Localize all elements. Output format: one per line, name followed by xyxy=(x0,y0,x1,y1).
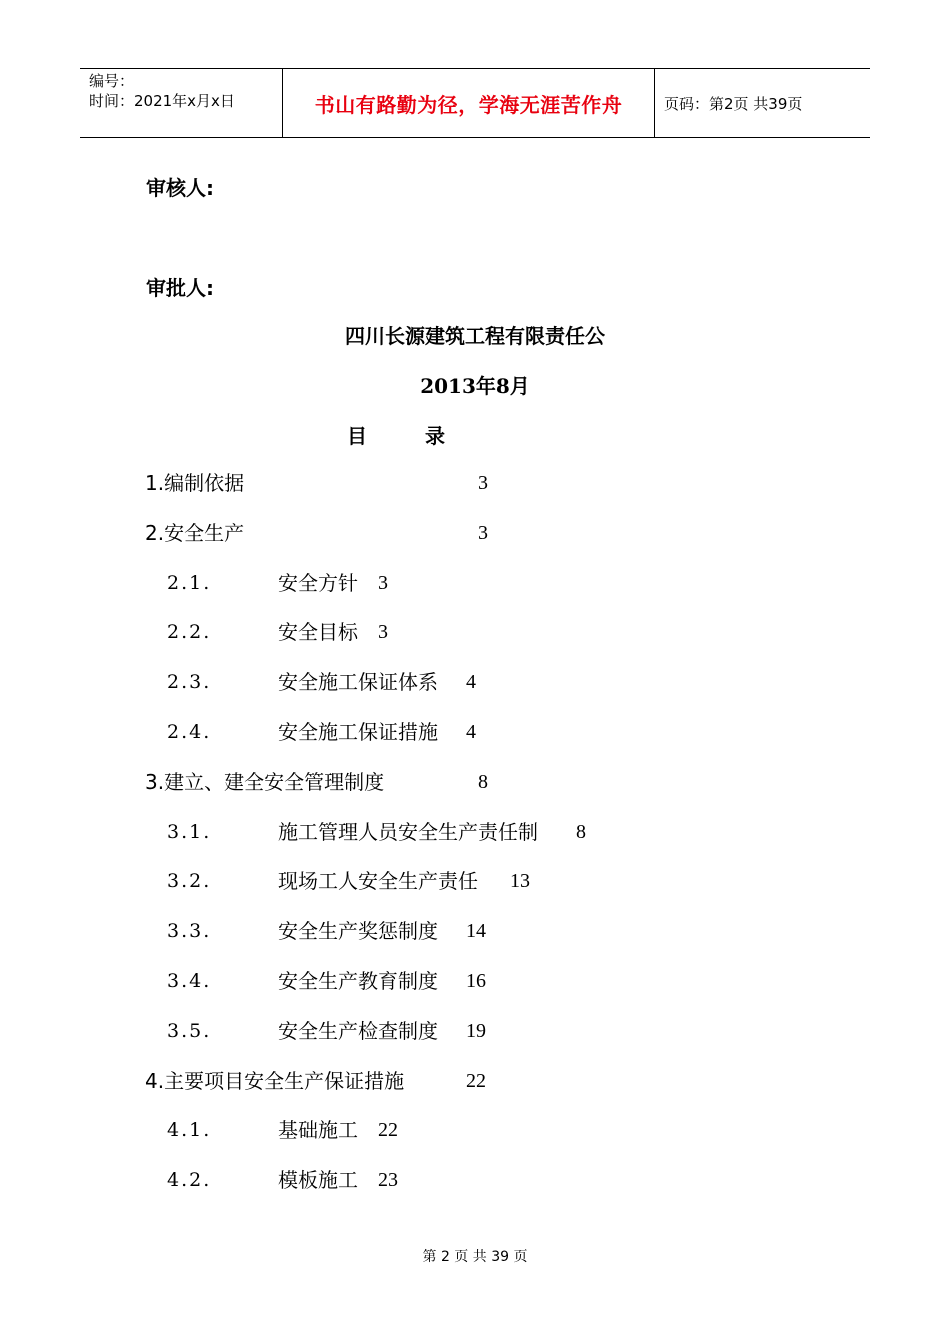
toc-entry-number: 3.3. xyxy=(167,920,212,942)
header-number: 编号： xyxy=(89,72,135,90)
toc-entry xyxy=(167,1165,727,1195)
toc-entry-page: 3 xyxy=(478,522,488,544)
toc-entry-number: 3.4. xyxy=(167,970,212,992)
toc-entry xyxy=(167,817,727,847)
toc-entry-number: 3.2. xyxy=(167,870,212,892)
header-meta xyxy=(80,69,282,137)
toc-entry xyxy=(145,518,645,548)
toc-entry-number: 2.3. xyxy=(167,671,212,693)
toc-entry-page: 8 xyxy=(576,821,586,843)
toc-entry-title: 基础施工 xyxy=(278,1118,358,1142)
approver-label: 审批人: xyxy=(146,276,214,300)
toc-entry-title: 安全生产奖惩制度 xyxy=(278,919,438,943)
header-page-number: 页码：第2页 共39页 xyxy=(664,94,803,113)
toc-entry-title: 施工管理人员安全生产责任制 xyxy=(278,820,538,844)
toc-entry xyxy=(167,916,727,946)
header-time: 时间：2021年x月x日 xyxy=(89,92,235,110)
toc-entry-title: 3.建立、建全安全管理制度 xyxy=(145,770,385,794)
toc-entry-title: 现场工人安全生产责任 xyxy=(278,869,478,893)
toc-entry-page: 13 xyxy=(510,870,530,892)
toc-entry-page: 3 xyxy=(378,621,388,643)
toc-entry-page: 19 xyxy=(466,1020,486,1042)
toc-entry-page: 22 xyxy=(466,1070,486,1092)
toc-title-a: 目 xyxy=(347,424,367,448)
toc-entry-number: 3.1. xyxy=(167,821,212,843)
toc-entry-number: 2.2. xyxy=(167,621,212,643)
page-footer: 第 2 页 共 39 页 xyxy=(422,1249,528,1265)
toc-title xyxy=(347,420,445,449)
reviewer-label: 审核人: xyxy=(146,176,214,200)
toc-entry-page: 23 xyxy=(378,1169,398,1191)
toc-entry xyxy=(145,1066,645,1096)
page-header xyxy=(80,68,870,138)
toc-entry-title: 2.安全生产 xyxy=(145,521,245,545)
toc-entry xyxy=(167,568,727,598)
toc-entry-title: 1.编制依据 xyxy=(145,471,245,495)
toc-entry-title: 安全目标 xyxy=(278,620,358,644)
toc-entry-title: 安全施工保证体系 xyxy=(278,670,438,694)
toc-entry xyxy=(167,966,727,996)
toc-entry xyxy=(145,468,645,498)
toc-entry-number: 4.2. xyxy=(167,1169,212,1191)
toc-entry-number: 3.5. xyxy=(167,1020,212,1042)
header-motto: 书山有路勤为径，学海无涯苦作舟 xyxy=(282,69,655,137)
toc-entry xyxy=(167,1016,727,1046)
toc-title-b: 录 xyxy=(424,424,445,448)
toc-entry-page: 8 xyxy=(478,771,488,793)
toc-entry-page: 14 xyxy=(466,920,486,942)
toc-entry-number: 2.4. xyxy=(167,721,212,743)
toc-entry-number: 2.1. xyxy=(167,572,212,594)
toc-entry-title: 安全施工保证措施 xyxy=(278,720,438,744)
toc-entry-title: 4.主要项目安全生产保证措施 xyxy=(145,1069,405,1093)
toc-entry xyxy=(145,767,645,797)
toc-entry xyxy=(167,617,727,647)
toc-entry-title: 模板施工 xyxy=(278,1168,358,1192)
toc-entry-page: 22 xyxy=(378,1119,398,1141)
document-date: 2013年8月 xyxy=(420,374,530,398)
toc-entry-page: 3 xyxy=(378,572,388,594)
toc-entry xyxy=(167,1115,727,1145)
toc-entry-page: 4 xyxy=(466,671,476,693)
toc-entry-number: 4.1. xyxy=(167,1119,212,1141)
toc-entry-page: 16 xyxy=(466,970,486,992)
toc-entry-title: 安全方针 xyxy=(278,571,358,595)
toc-entry xyxy=(167,866,727,896)
toc-entry xyxy=(167,717,727,747)
toc-entry-page: 3 xyxy=(478,472,488,494)
toc-entry-title: 安全生产教育制度 xyxy=(278,969,438,993)
company-name: 四川长源建筑工程有限责任公 xyxy=(345,324,605,348)
toc-entry-title: 安全生产检查制度 xyxy=(278,1019,438,1043)
toc-entry-page: 4 xyxy=(466,721,476,743)
toc-entry xyxy=(167,667,727,697)
